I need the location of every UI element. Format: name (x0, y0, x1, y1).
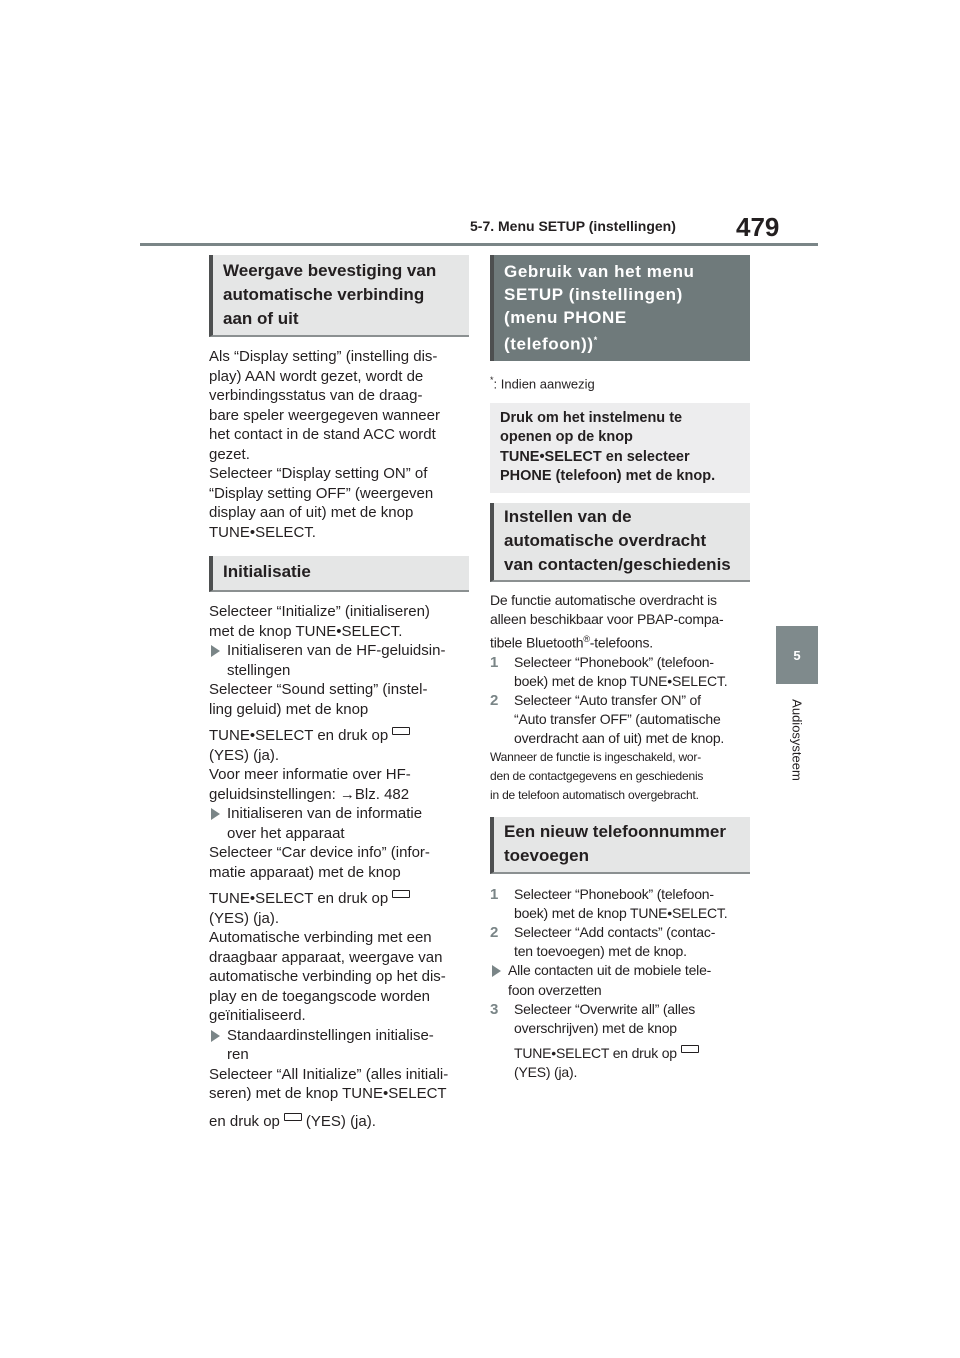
line: stellingen (227, 661, 291, 679)
button-icon (392, 727, 410, 735)
heading-line: SETUP (instellingen) (504, 285, 683, 304)
line: ten toevoegen) met de knop. (514, 943, 687, 960)
arrow-icon (211, 1030, 220, 1042)
arrow-icon (492, 965, 501, 977)
line: matie apparaat) met de knop (209, 863, 401, 881)
line: seren) met de knop TUNE•SELECT (209, 1085, 447, 1102)
paragraph (209, 602, 469, 641)
paragraph (209, 889, 469, 1026)
registered-mark: ® (583, 633, 590, 644)
heading-line: aan of uit (223, 309, 299, 328)
step-continuation (490, 1044, 750, 1082)
heading-line: Gebruik van het menu (504, 262, 695, 281)
paragraph (490, 591, 750, 653)
line: Selecteer “Display setting ON” of (209, 465, 428, 482)
section-title: 5-7. Menu SETUP (instellingen) (470, 218, 676, 234)
heading-line: Instellen van de (504, 506, 632, 526)
line: tibele Bluetooth (490, 634, 584, 651)
line: TUNE•SELECT en druk op (514, 1045, 677, 1062)
line: en druk op (209, 1112, 280, 1130)
line: foon overzetten (508, 981, 602, 998)
chapter-title-text: Audiosysteem (789, 699, 805, 781)
line: bare speler weergegeven wanneer (209, 406, 440, 424)
line: Initialiseren van de informatie (227, 805, 423, 822)
paragraph (209, 843, 469, 882)
heading-line: van contacten/geschiedenis (504, 554, 731, 574)
footnote-mark: * (593, 335, 598, 345)
line: Alle contacten uit de mobiele tele- (508, 962, 712, 979)
paragraph (209, 726, 469, 804)
button-icon (284, 1113, 302, 1121)
line: Selecteer “Phonebook” (telefoon- (514, 886, 714, 903)
heading-line: toevoegen (504, 846, 590, 866)
step (490, 1000, 750, 1038)
button-icon (681, 1045, 699, 1053)
step-number: 1 (490, 654, 499, 672)
line: play en de toegangscode worden (209, 987, 431, 1005)
line: Selecteer “All Initialize” (alles initiali- (209, 1065, 449, 1083)
heading-line: Initialisatie (223, 562, 311, 581)
line: ling geluid) met de knop (209, 700, 369, 718)
line: TUNE•SELECT en druk op (209, 890, 389, 907)
line: Selecteer “Phonebook” (telefoon- (514, 654, 714, 671)
line: “Display setting OFF” (weergeven (209, 484, 434, 502)
line: Selecteer “Auto transfer ON” of (514, 692, 701, 709)
line: Selecteer “Car device info” (infor- (209, 844, 430, 861)
chapter-title (776, 690, 818, 800)
list-item (209, 1026, 469, 1065)
heading-line: automatische verbinding (223, 285, 425, 304)
line: -telefoons. (589, 634, 653, 651)
heading-line: automatische overdracht (504, 530, 707, 550)
step-number: 2 (490, 692, 499, 710)
line: over het apparaat (227, 824, 345, 842)
line: De functie automatische overdracht is (490, 591, 717, 608)
line: met de knop TUNE•SELECT. (209, 622, 403, 640)
line: PHONE (telefoon) met de knop. (500, 468, 716, 485)
line: overdracht aan of uit) met de knop. (514, 730, 725, 747)
line: Wanneer de functie is ingeschakeld, wor- (490, 750, 702, 765)
line: boek) met de knop TUNE•SELECT. (514, 905, 728, 922)
line: draagbaar apparaat, weergave van (209, 948, 443, 966)
line: in de telefoon automatisch overgebracht. (490, 788, 699, 803)
instruction-box (490, 403, 750, 493)
list-item (490, 961, 750, 1000)
header-rule (140, 243, 818, 246)
line: Selecteer “Add contacts” (contac- (514, 924, 716, 941)
chapter-number: 5 (793, 647, 801, 663)
paragraph (209, 1065, 469, 1104)
line: (YES) (ja). (209, 746, 280, 764)
heading-line (504, 329, 740, 356)
footnote-text: : Indien aanwezig (493, 375, 595, 391)
heading-line: Een nieuw telefoonnummer (504, 822, 726, 842)
line: (YES) (ja). (305, 1112, 376, 1130)
line: play) AAN wordt gezet, wordt de (209, 367, 424, 385)
line: “Auto transfer OFF” (automatische (514, 711, 721, 728)
paragraph (209, 680, 469, 719)
right-column (490, 255, 750, 1082)
line: display aan of uit) met de knop (209, 504, 414, 521)
left-column (209, 255, 469, 1131)
line: Selecteer “Sound setting” (instel- (209, 681, 428, 698)
arrow-icon (211, 808, 220, 820)
line: verbindingsstatus van de draag- (209, 387, 423, 404)
line: TUNE•SELECT. (209, 523, 316, 541)
line: openen op de knop (500, 429, 633, 446)
line: geïnitialiseerd. (209, 1007, 306, 1024)
step-number: 2 (490, 924, 499, 942)
line: den de contactgegevens en geschiedenis (490, 769, 704, 784)
line: (YES) (ja). (514, 1064, 578, 1081)
heading-auto-transfer (490, 503, 750, 582)
heading-display-setting (209, 255, 469, 337)
line: Voor meer informatie over HF- (209, 766, 411, 783)
step (490, 885, 750, 923)
line: Selecteer “Overwrite all” (alles (514, 1001, 696, 1018)
line: Selecteer “Initialize” (initialiseren) (209, 603, 430, 620)
heading-line: (menu PHONE (504, 308, 627, 327)
line: het contact in de stand ACC wordt (209, 426, 436, 443)
step (490, 923, 750, 961)
heading-new-number (490, 817, 750, 874)
button-icon (392, 890, 410, 898)
line: TUNE•SELECT en druk op (209, 727, 389, 744)
line: ren (227, 1046, 249, 1063)
step (490, 691, 750, 748)
step (490, 653, 750, 691)
heading-setup-phone (490, 255, 750, 361)
note (490, 748, 750, 805)
chapter-tab (776, 626, 818, 684)
footnote (490, 371, 750, 393)
paragraph (209, 347, 469, 542)
heading-line: Weergave bevestiging van (223, 261, 437, 280)
heading-text: (telefoon)) (504, 334, 594, 354)
line: Druk om het instelmenu te (500, 409, 683, 426)
line: gezet. (209, 445, 250, 463)
heading-initialisatie (209, 556, 469, 592)
list-item (209, 641, 469, 680)
line: automatische verbinding op het dis- (209, 968, 446, 985)
line: Initialiseren van de HF-geluidsin- (227, 642, 446, 659)
list-item (209, 804, 469, 843)
line: Automatische verbinding met een (209, 929, 432, 946)
paragraph (209, 1112, 469, 1132)
line: (YES) (ja). (209, 909, 280, 927)
line: TUNE•SELECT en selecteer (500, 448, 690, 465)
line: Standaardinstellingen initialise- (227, 1026, 434, 1044)
line: alleen beschikbaar voor PBAP-compa- (490, 611, 724, 628)
step-number: 1 (490, 886, 499, 904)
line: boek) met de knop TUNE•SELECT. (514, 673, 728, 690)
page-number: 479 (736, 212, 780, 242)
line: overschrijven) met de knop (514, 1020, 677, 1037)
arrow-icon (211, 645, 220, 657)
line: Als “Display setting” (instelling dis- (209, 348, 438, 365)
line: geluidsinstellingen: →Blz. 482 (209, 785, 410, 803)
footnote-mark: * (490, 374, 494, 385)
step-number: 3 (490, 1001, 499, 1019)
